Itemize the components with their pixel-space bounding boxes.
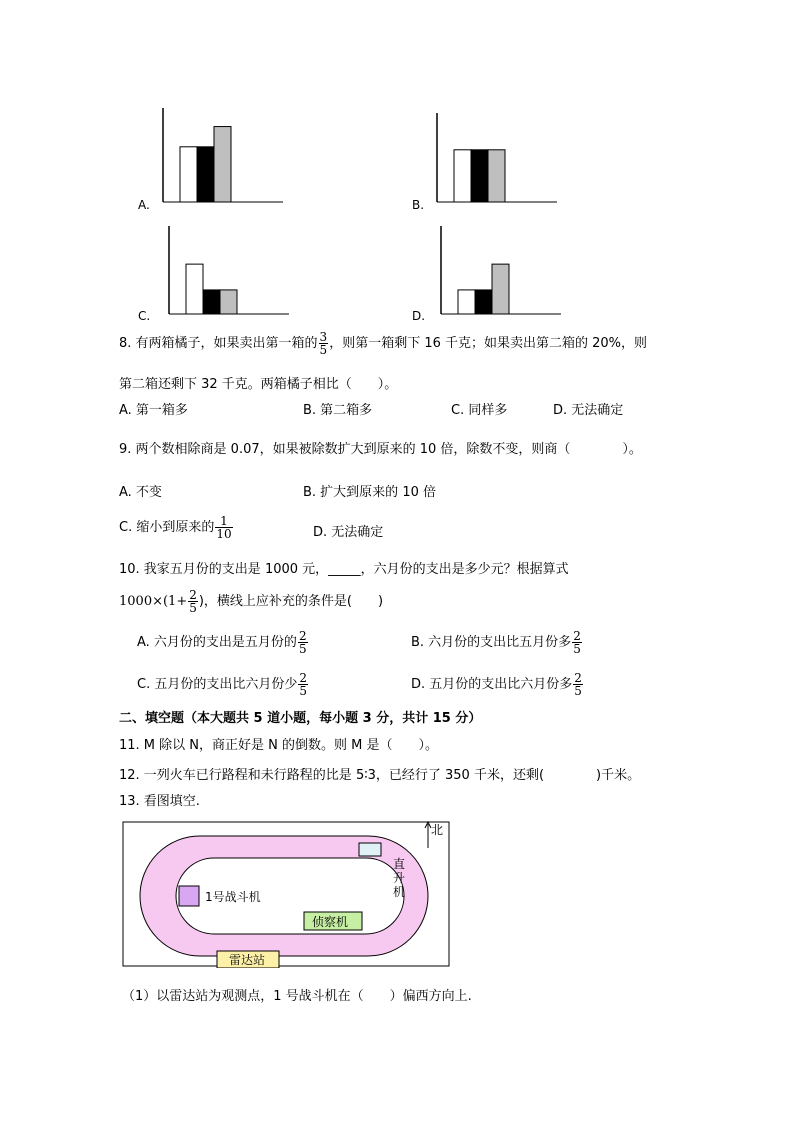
helicopter-marker [359, 843, 381, 856]
chart-option-c [134, 226, 294, 326]
recon-label: 侦察机 [312, 915, 349, 929]
fraction-2-5: $\frac{2}{5}$ [298, 629, 307, 656]
question-9-text: 9. 两个数相除商是 0.07，如果被除数扩大到原来的 10 倍，除数不变，则商（ ）。 [119, 442, 642, 457]
question-9-option-a[interactable]: A. 不变 [119, 485, 162, 500]
question-9-option-d[interactable]: D. 无法确定 [313, 525, 384, 540]
formula-suffix: )，横线上应补充的条件是( ) [198, 594, 384, 609]
question-8-text-2: ，则第一箱剩下 16 千克；如果卖出第二箱的 20%，则 [329, 336, 648, 351]
chart-label-c: C. [138, 309, 151, 323]
question-8-option-b[interactable]: B. 第二箱多 [303, 403, 373, 418]
chart-option-a [134, 108, 294, 213]
fraction-3-5: $\frac{3}{5}$ [319, 330, 328, 357]
bar-3 [214, 127, 231, 202]
chart-option-d [408, 226, 568, 326]
question-8-option-d[interactable]: D. 无法确定 [553, 403, 624, 418]
bar-2 [475, 290, 492, 314]
question-10-option-c-text: C. 五月份的支出比六月份少 [137, 677, 298, 692]
fraction-2-5: $\frac{2}{5}$ [189, 588, 197, 615]
formula-prefix: 1000×(1+ [119, 594, 188, 609]
question-10-option-d-text: D. 五月份的支出比六月份多 [411, 677, 573, 692]
question-10-text: 10. 我家五月份的支出是 1000 元，_____，六月份的支出是多少元？根据算式 [119, 562, 569, 577]
helicopter-char-1: 直 [393, 857, 406, 871]
bar-3 [492, 264, 509, 314]
question-11-text: 11. M 除以 N，商正好是 N 的倒数。则 M 是（ ）。 [119, 738, 438, 753]
question-10-option-d[interactable] [411, 671, 584, 699]
bar-chart-d [440, 226, 565, 320]
question-8-text-1: 8. 有两箱橘子，如果卖出第一箱的 [119, 336, 318, 351]
bar-chart-b [436, 113, 561, 208]
bar-1 [180, 147, 197, 202]
north-label: 北 [431, 823, 444, 837]
chart-label-b: B. [412, 198, 425, 212]
fraction-2-5: $\frac{2}{5}$ [299, 671, 307, 698]
question-9-option-c-text: C. 缩小到原来的 [119, 520, 215, 535]
bar-1 [458, 290, 475, 314]
fraction-2-5: $\frac{2}{5}$ [574, 671, 582, 698]
question-9-option-c[interactable] [119, 514, 234, 542]
fighter-label: 1号战斗机 [205, 890, 261, 904]
bar-1 [454, 150, 471, 202]
question-10-option-a-text: A. 六月份的支出是五月份的 [137, 635, 297, 650]
question-10-option-c[interactable] [137, 671, 309, 699]
radar-label: 雷达站 [229, 953, 266, 967]
airfield-map [122, 818, 452, 968]
question-8-option-a[interactable]: A. 第一箱多 [119, 403, 188, 418]
bar-3 [220, 290, 237, 314]
question-9-option-b[interactable]: B. 扩大到原来的 10 倍 [303, 485, 436, 500]
question-8-line-2: 第二箱还剩下 32 千克。两箱橘子相比（ ）。 [119, 377, 398, 392]
bar-1 [186, 264, 203, 314]
section-2-heading: 二、填空题（本大题共 5 道小题，每小题 3 分，共计 15 分） [119, 711, 482, 726]
helicopter-char-2: 升 [393, 871, 406, 885]
bar-2 [203, 290, 220, 314]
fraction-2-5: $\frac{2}{5}$ [573, 629, 581, 656]
bar-chart-a [162, 108, 287, 208]
question-10-option-b[interactable] [411, 629, 583, 657]
fraction-1-10: $\frac{1}{10}$ [216, 514, 232, 541]
chart-label-a: A. [138, 198, 150, 212]
fighter-marker [179, 886, 199, 906]
question-8-option-c[interactable]: C. 同样多 [451, 403, 508, 418]
question-13-sub-1: （1）以雷达站为观测点，1 号战斗机在（ ）偏西方向上. [122, 989, 472, 1004]
chart-label-d: D. [412, 309, 426, 323]
bar-2 [471, 150, 488, 202]
question-10-option-a[interactable] [137, 629, 309, 657]
question-10-formula [119, 588, 383, 616]
question-10-option-b-text: B. 六月份的支出比五月份多 [411, 635, 572, 650]
helicopter-char-3: 机 [393, 885, 406, 899]
question-13-text: 13. 看图填空. [119, 794, 200, 809]
bar-3 [488, 150, 505, 202]
question-12-text: 12. 一列火车已行路程和未行路程的比是 5∶3，已经行了 350 千米，还剩( )千米。 [119, 768, 641, 783]
bar-chart-c [168, 226, 293, 320]
chart-option-b [408, 113, 568, 213]
bar-2 [197, 147, 214, 202]
question-8-line-1 [119, 330, 647, 358]
